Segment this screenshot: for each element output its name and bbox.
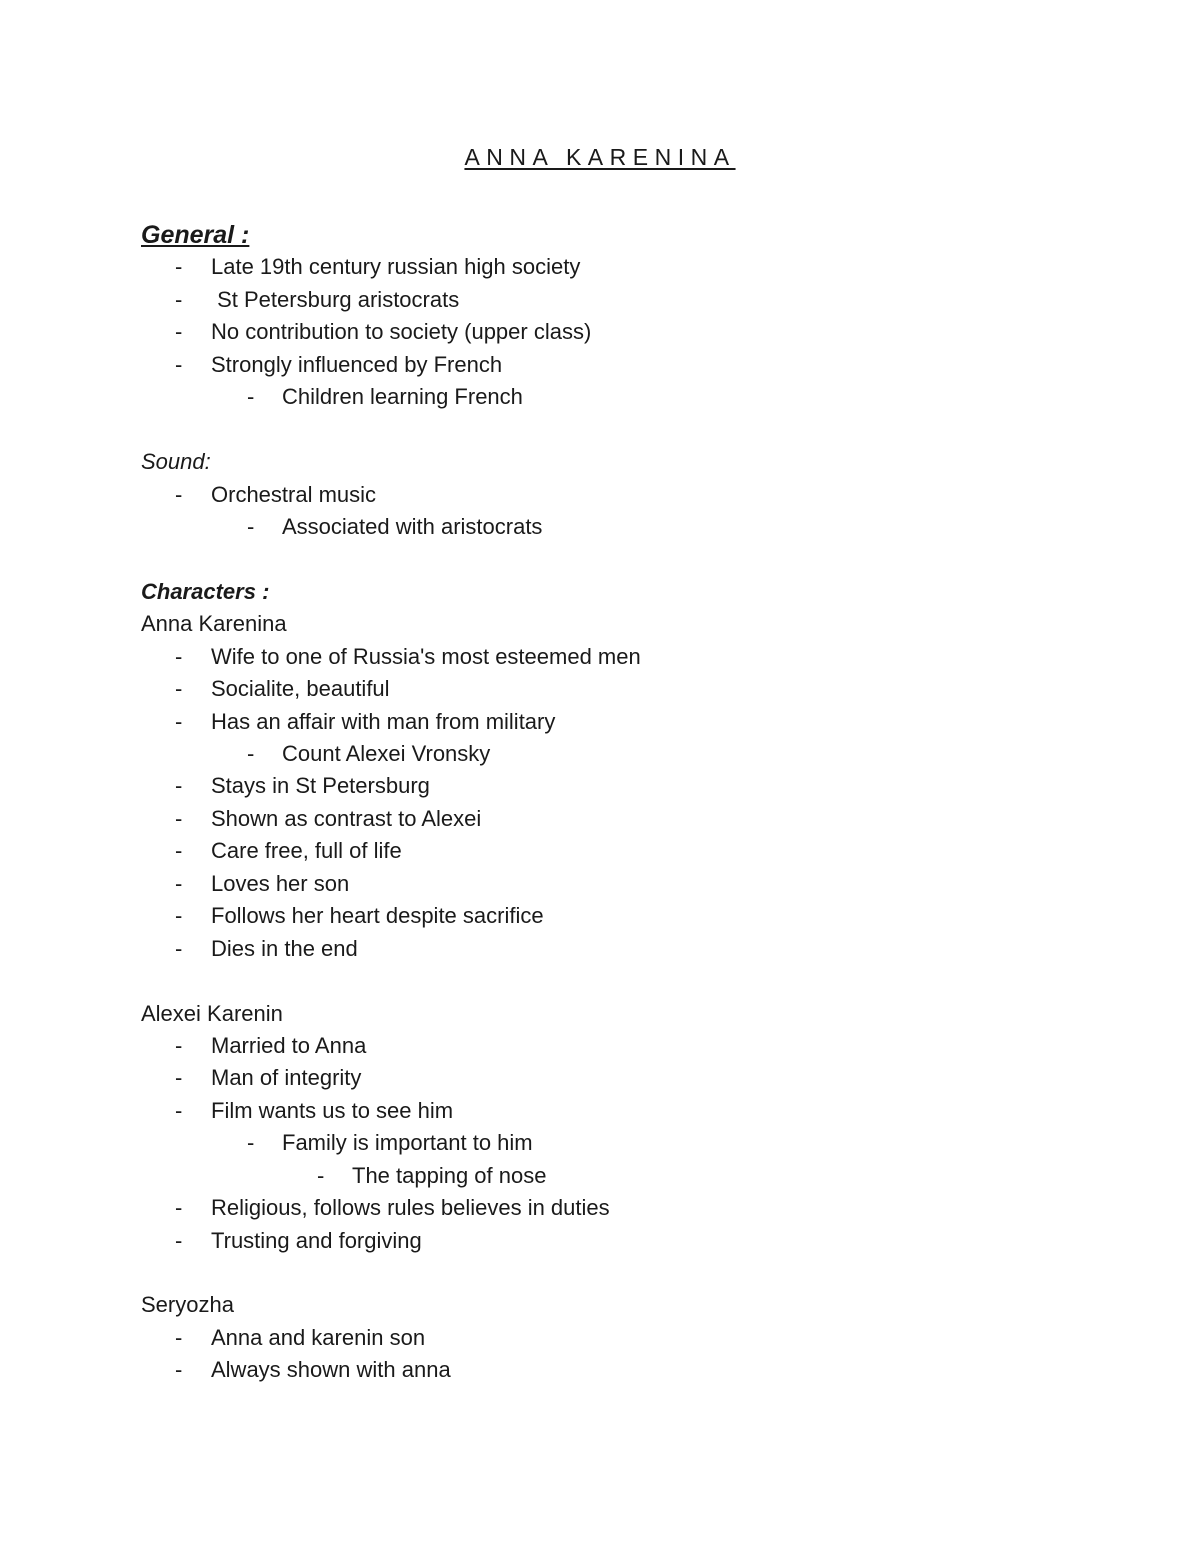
bullet-dash: - [175,870,183,896]
list-item-text: Associated with aristocrats [282,513,543,539]
list-item [141,1322,1141,1354]
list-item [141,933,1141,965]
list-item [141,1062,1141,1094]
list-item [141,511,1141,543]
list-item-text: Trusting and forgiving [211,1227,422,1253]
list-item-text: St Petersburg aristocrats [211,286,460,312]
bullet-dash: - [175,773,183,799]
list-item-text: Film wants us to see him [211,1097,454,1123]
list-item-text: Socialite, beautiful [211,676,390,702]
list-item-text: Religious, follows rules believes in duties [211,1195,610,1221]
bullet-dash: - [317,1162,325,1188]
bullet-dash: - [247,1130,255,1156]
list-item [141,284,1141,316]
bullet-dash: - [175,676,183,702]
list-item-text: The tapping of nose [352,1162,547,1188]
document-body [141,219,1141,1387]
list-item [141,673,1141,705]
list-item-text: Has an affair with man from military [211,708,556,734]
list-item [141,835,1141,867]
list-item [141,1095,1141,1127]
bullet-dash: - [175,643,183,669]
bullet-dash: - [175,903,183,929]
bullet-dash: - [175,708,183,734]
list-item-text: Stays in St Petersburg [211,773,430,799]
bullet-dash: - [175,1324,183,1350]
list-item-text: Orchestral music [211,481,377,507]
list-item [141,738,1141,770]
list-item-text: Anna and karenin son [211,1324,426,1350]
list-item [141,1354,1141,1386]
list-item-text: Wife to one of Russia's most esteemed men [211,643,641,669]
list-item [141,1160,1141,1192]
list-item [141,251,1141,283]
subsection-heading: Anna Karenina [141,611,287,637]
list-item [141,900,1141,932]
bullet-dash: - [175,1357,183,1383]
subsection-heading: Seryozha [141,1292,234,1318]
list-item [141,641,1141,673]
section-heading: Sound: [141,449,211,475]
bullet-dash: - [175,1065,183,1091]
section-heading: General : [141,221,250,249]
list-item [141,316,1141,348]
list-item [141,770,1141,802]
bullet-dash: - [247,741,255,766]
document-title: ANNA KARENINA [464,144,736,170]
list-item-text: Follows her heart despite sacrifice [211,903,544,929]
list-item [141,1192,1141,1224]
list-item [141,381,1141,413]
blank-line [141,965,1141,997]
list-item-text: Children learning French [282,384,523,410]
bullet-dash: - [175,1195,183,1221]
section-heading: Characters : [141,578,270,604]
bullet-dash: - [247,384,255,410]
bullet-dash: - [175,1227,183,1253]
bullet-dash: - [175,481,183,507]
list-item [141,868,1141,900]
bullet-dash: - [175,805,183,831]
list-item-text: Family is important to him [282,1130,533,1156]
list-item-text: Late 19th century russian high society [211,254,581,280]
list-item [141,349,1141,381]
list-item-text: Shown as contrast to Alexei [211,805,482,831]
bullet-dash: - [175,319,183,345]
blank-line [141,1257,1141,1289]
bullet-dash: - [247,513,255,539]
bullet-dash: - [175,254,183,280]
bullet-dash: - [175,935,183,961]
list-item-text: Married to Anna [211,1032,367,1058]
list-item-text: Dies in the end [211,935,358,961]
list-item [141,1030,1141,1062]
bullet-dash: - [175,838,183,864]
list-item [141,1225,1141,1257]
list-item-text: Care free, full of life [211,838,402,864]
list-item-text: No contribution to society (upper class) [211,319,592,345]
list-item-text: Count Alexei Vronsky [282,741,491,766]
list-item-text: Loves her son [211,870,350,896]
bullet-dash: - [175,286,183,312]
list-item-text: Always shown with anna [211,1357,451,1383]
list-item [141,1127,1141,1159]
bullet-dash: - [175,1032,183,1058]
blank-line [141,543,1141,575]
subsection-heading: Alexei Karenin [141,1000,283,1026]
blank-line [141,414,1141,446]
list-item-text: Strongly influenced by French [211,351,503,377]
list-item [141,803,1141,835]
list-item [141,479,1141,511]
list-item-text: Man of integrity [211,1065,362,1091]
bullet-dash: - [175,1097,183,1123]
bullet-dash: - [175,351,183,377]
list-item [141,706,1141,738]
